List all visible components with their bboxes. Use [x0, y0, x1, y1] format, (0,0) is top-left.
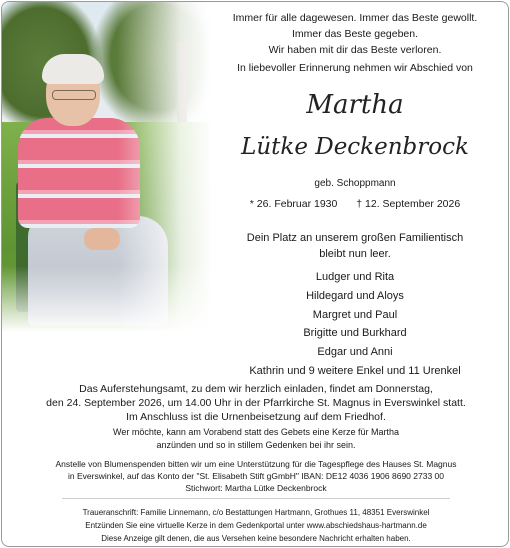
funeral-line: den 24. September 2026, um 14.00 Uhr in der Pfarrkirche St. Magnus in Everswinkel statt. [46, 397, 466, 409]
obituary-card [1, 1, 509, 547]
quote-line: bleibt nun leer. [319, 248, 391, 260]
donation-line: Anstelle von Blumenspenden bitten wir um eine Unterstützung für die Tagespflege des Hauses St. Magnus [55, 459, 457, 469]
donation-line: Stichwort: Martha Lütke Deckenbrock [185, 483, 327, 493]
remembrance-text: In liebevoller Erinnerung nehmen wir Abschied von [237, 62, 473, 74]
memorial-portal-note: Entzünden Sie eine virtuelle Kerze in dem Gedenkportal unter www.abschiedshaus-hartmann.de [85, 521, 427, 530]
funeral-details [6, 382, 506, 424]
life-dates [207, 198, 503, 210]
mourner-entry: Ludger und Rita [315, 271, 395, 283]
donation-line: in Everswinkel, auf das Konto der "St. Elisabeth Stift gGmbH" IBAN: DE12 4036 1906 8690 2733 00 [67, 471, 444, 481]
birth-name: geb. Schoppmann [314, 178, 396, 189]
mourner-entry: Brigitte und Burkhard [303, 327, 407, 340]
footer [6, 506, 506, 545]
candle-line: Wer möchte, kann am Vorabend statt des Gebets eine Kerze für Martha [113, 427, 399, 437]
intro-line: Immer für alle dagewesen. Immer das Beste gewollt. [232, 12, 478, 24]
candle-note [6, 426, 506, 452]
candle-line: anzünden und so in stillem Gedenken bei ihr sein. [156, 440, 356, 450]
death-date: † 12. September 2026 [356, 198, 461, 210]
mourner-entry: Margret und Paul [312, 308, 398, 321]
quote-line: Dein Platz an unserem großen Familientisch [246, 232, 464, 244]
funeral-line: Das Auferstehungsamt, zu dem wir herzlich einladen, findet am Donnerstag, [79, 383, 433, 395]
divider [62, 498, 450, 499]
mourning-address: Traueranschrift: Familie Linnemann, c/o Bestattungen Hartmann, Grothues 11, 48351 Everswinkel [82, 508, 430, 517]
intro-verse [207, 10, 503, 58]
mourner-entry: Kathrin und 9 weitere Enkel und 11 Urenkel [249, 364, 461, 377]
birth-date: * 26. Februar 1930 [249, 198, 338, 210]
mourner-entry: Edgar und Anni [317, 346, 393, 359]
notice-disclaimer: Diese Anzeige gilt denen, die aus Versehen keine besondere Nachricht erhalten haben. [101, 534, 411, 543]
memorial-quote [207, 230, 503, 262]
intro-line: Immer das Beste gegeben. [291, 28, 419, 40]
mourner-entry: Hildegard und Aloys [306, 289, 404, 302]
portrait-photo [2, 2, 212, 332]
intro-line: Wir haben mit dir das Beste verloren. [268, 44, 442, 56]
donation-note [6, 458, 506, 494]
mourners-list [207, 268, 503, 381]
funeral-line: Im Anschluss ist die Urnenbeisetzung auf dem Friedhof. [126, 411, 386, 423]
deceased-last-name: Lütke Deckenbrock [241, 134, 469, 160]
deceased-first-name: Martha [306, 90, 404, 120]
